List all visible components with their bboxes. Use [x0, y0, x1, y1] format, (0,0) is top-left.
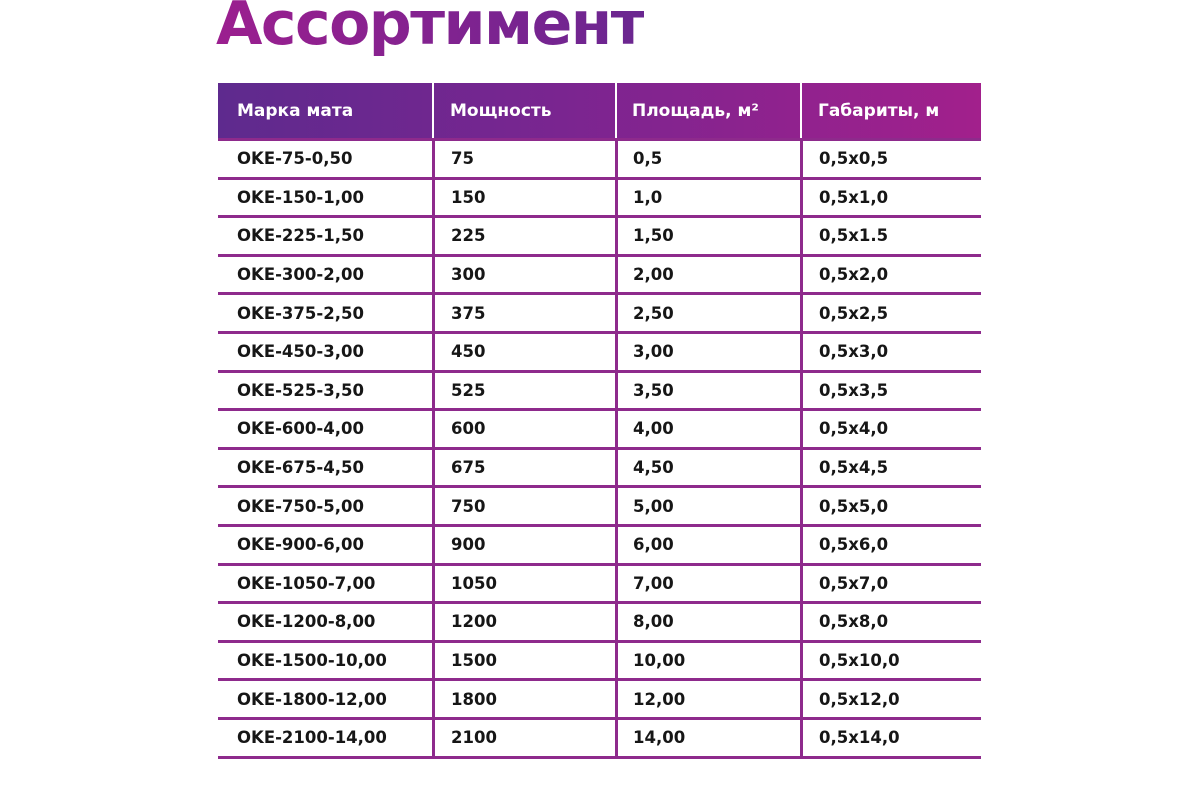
cell-dimensions: 0,5x8,0 [800, 604, 981, 640]
cell-area: 14,00 [615, 720, 800, 756]
cell-area: 3,50 [615, 373, 800, 409]
cell-area: 8,00 [615, 604, 800, 640]
cell-brand: OKE-75-0,50 [237, 149, 353, 169]
cell-area: 4,50 [615, 450, 800, 486]
column-header-area: Площадь, м² [615, 83, 800, 138]
column-header-brand: Марка мата [237, 100, 354, 121]
cell-brand: OKE-1050-7,00 [237, 573, 376, 593]
table-row [218, 411, 981, 450]
cell-area: 7,00 [615, 566, 800, 602]
column-header-dimensions: Габариты, м [800, 83, 981, 138]
cell-power: 1800 [432, 681, 615, 717]
table-row [218, 295, 981, 334]
cell-brand: OKE-600-4,00 [237, 419, 364, 439]
table-row [218, 218, 981, 257]
cell-brand: OKE-2100-14,00 [237, 728, 387, 748]
cell-brand: OKE-525-3,50 [237, 380, 364, 400]
cell-area: 4,00 [615, 411, 800, 447]
cell-power: 75 [432, 141, 615, 177]
page-title: Ассортимент [216, 0, 644, 56]
table-row [218, 257, 981, 296]
cell-power: 525 [432, 373, 615, 409]
cell-dimensions: 0,5x3,0 [800, 334, 981, 370]
cell-area: 12,00 [615, 681, 800, 717]
cell-power: 900 [432, 527, 615, 563]
table-row [218, 141, 981, 180]
table-row [218, 643, 981, 682]
cell-dimensions: 0,5x4,0 [800, 411, 981, 447]
cell-dimensions: 0,5x2,0 [800, 257, 981, 293]
cell-power: 750 [432, 488, 615, 524]
table-row [218, 373, 981, 412]
cell-power: 600 [432, 411, 615, 447]
table-header [218, 83, 981, 141]
cell-power: 1050 [432, 566, 615, 602]
cell-dimensions: 0,5x10,0 [800, 643, 981, 679]
cell-brand: OKE-750-5,00 [237, 496, 364, 516]
table-row [218, 488, 981, 527]
cell-area: 10,00 [615, 643, 800, 679]
cell-power: 375 [432, 295, 615, 331]
table-row [218, 527, 981, 566]
cell-brand: OKE-300-2,00 [237, 265, 364, 285]
table-row [218, 681, 981, 720]
table-row [218, 180, 981, 219]
table-row [218, 604, 981, 643]
cell-dimensions: 0,5x1,0 [800, 180, 981, 216]
table-row [218, 566, 981, 605]
cell-power: 675 [432, 450, 615, 486]
cell-brand: OKE-450-3,00 [237, 342, 364, 362]
cell-brand: OKE-1200-8,00 [237, 612, 376, 632]
cell-area: 1,50 [615, 218, 800, 254]
cell-dimensions: 0,5x12,0 [800, 681, 981, 717]
cell-dimensions: 0,5x3,5 [800, 373, 981, 409]
table-row [218, 720, 981, 759]
cell-area: 3,00 [615, 334, 800, 370]
cell-area: 1,0 [615, 180, 800, 216]
cell-brand: OKE-375-2,50 [237, 303, 364, 323]
column-header-power: Мощность [432, 83, 615, 138]
cell-dimensions: 0,5x2,5 [800, 295, 981, 331]
cell-brand: OKE-1800-12,00 [237, 689, 387, 709]
cell-brand: OKE-675-4,50 [237, 458, 364, 478]
cell-area: 6,00 [615, 527, 800, 563]
cell-power: 225 [432, 218, 615, 254]
cell-power: 2100 [432, 720, 615, 756]
cell-dimensions: 0,5x0,5 [800, 141, 981, 177]
assortment-table [218, 83, 981, 759]
cell-power: 450 [432, 334, 615, 370]
cell-brand: OKE-150-1,00 [237, 187, 364, 207]
cell-dimensions: 0,5x14,0 [800, 720, 981, 756]
cell-area: 2,50 [615, 295, 800, 331]
cell-area: 0,5 [615, 141, 800, 177]
cell-brand: OKE-1500-10,00 [237, 651, 387, 671]
cell-power: 1500 [432, 643, 615, 679]
cell-dimensions: 0,5x4,5 [800, 450, 981, 486]
cell-brand: OKE-900-6,00 [237, 535, 364, 555]
cell-dimensions: 0,5x6,0 [800, 527, 981, 563]
cell-power: 150 [432, 180, 615, 216]
cell-area: 5,00 [615, 488, 800, 524]
table-body [218, 141, 981, 759]
table-row [218, 450, 981, 489]
cell-power: 300 [432, 257, 615, 293]
cell-dimensions: 0,5x5,0 [800, 488, 981, 524]
cell-dimensions: 0,5x1.5 [800, 218, 981, 254]
cell-area: 2,00 [615, 257, 800, 293]
cell-dimensions: 0,5x7,0 [800, 566, 981, 602]
cell-power: 1200 [432, 604, 615, 640]
cell-brand: OKE-225-1,50 [237, 226, 364, 246]
table-row [218, 334, 981, 373]
